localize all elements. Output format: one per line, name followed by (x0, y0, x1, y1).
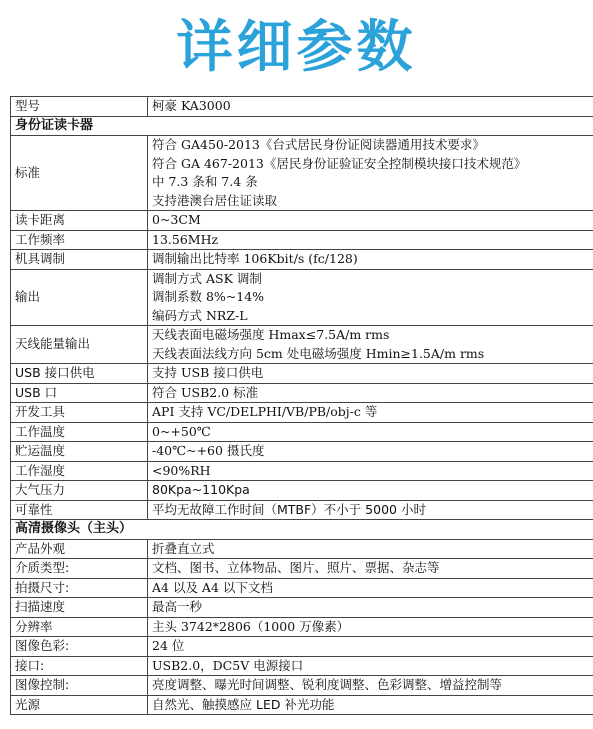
row-value: 0~+50℃ (148, 422, 593, 442)
table-row (11, 481, 593, 501)
table-row (11, 383, 593, 403)
section-heading-card-reader: 身份证读卡器 (11, 116, 593, 136)
row-value: 调制输出比特率 106Kbit/s (fc/128) (148, 250, 593, 270)
table-row (11, 695, 593, 715)
table-row (11, 656, 593, 676)
model-value: 柯豪 KA3000 (148, 97, 593, 117)
row-value: API 支持 VC/DELPHI/VB/PB/obj-c 等 (148, 403, 593, 423)
row-value: 平均无故障工作时间（MTBF）不小于 5000 小时 (148, 500, 593, 520)
value-line: 支持港澳台居住证读取 (152, 192, 278, 208)
table-row (11, 539, 593, 559)
row-value (148, 326, 593, 364)
row-label: 工作频率 (11, 230, 148, 250)
row-label: 图像控制: (11, 676, 148, 696)
table-row (11, 326, 593, 364)
section-heading-row (11, 116, 593, 136)
row-value: 80Kpa~110Kpa (148, 481, 593, 501)
row-label: USB 口 (11, 383, 148, 403)
table-row (11, 442, 593, 462)
row-value: 符合 USB2.0 标准 (148, 383, 593, 403)
row-value: <90%RH (148, 461, 593, 481)
value-line: 调制方式 ASK 调制 (152, 270, 262, 286)
table-row (11, 364, 593, 384)
row-label: 介质类型: (11, 559, 148, 579)
row-label: 读卡距离 (11, 211, 148, 231)
value-line: 调制系数 8%~14% (152, 289, 265, 304)
row-label: 可靠性 (11, 500, 148, 520)
row-label: 分辨率 (11, 617, 148, 637)
row-value: USB2.0，DC5V 电源接口 (148, 656, 593, 676)
value-line: 天线表面法线方向 5cm 处电磁场强度 Hmin≥1.5A/m rms (152, 345, 485, 361)
table-row (11, 211, 593, 231)
row-value (148, 136, 593, 211)
row-label: 机具调制 (11, 250, 148, 270)
row-value: A4 以及 A4 以下文档 (148, 578, 593, 598)
row-label: 工作湿度 (11, 461, 148, 481)
value-line: 符合 GA 467-2013《居民身份证验证安全控制模块接口技术规范》 (152, 155, 527, 171)
row-value: 支持 USB 接口供电 (148, 364, 593, 384)
row-label: 图像色彩: (11, 637, 148, 657)
section-heading-row (11, 520, 593, 540)
row-label: 拍摄尺寸: (11, 578, 148, 598)
table-row (11, 461, 593, 481)
row-value: 13.56MHz (148, 230, 593, 250)
table-row (11, 422, 593, 442)
row-label: 输出 (11, 269, 148, 326)
row-value: 折叠直立式 (148, 539, 593, 559)
table-row (11, 97, 593, 117)
table-row (11, 136, 593, 211)
row-value: 24 位 (148, 637, 593, 657)
row-value: 最高一秒 (148, 598, 593, 618)
table-row (11, 598, 593, 618)
row-value: 0~3CM (148, 211, 593, 231)
row-label: 产品外观 (11, 539, 148, 559)
row-label: 接口: (11, 656, 148, 676)
page-title: 详细参数 (176, 15, 417, 80)
table-row (11, 230, 593, 250)
row-value: -40℃~+60 摄氏度 (148, 442, 593, 462)
row-label: 大气压力 (11, 481, 148, 501)
table-row (11, 676, 593, 696)
value-line: 天线表面电磁场强度 Hmax≤7.5A/m rms (152, 327, 390, 342)
row-value: 自然光、触摸感应 LED 补光功能 (148, 695, 593, 715)
row-value (148, 269, 593, 326)
row-label: 贮运温度 (11, 442, 148, 462)
table-row (11, 500, 593, 520)
value-line: 编码方式 NRZ-L (152, 307, 248, 323)
value-line: 中 7.3 条和 7.4 条 (152, 174, 258, 189)
row-label: 扫描速度 (11, 598, 148, 618)
table-row (11, 617, 593, 637)
table-row (11, 403, 593, 423)
row-label: USB 接口供电 (11, 364, 148, 384)
table-row (11, 578, 593, 598)
row-value: 文档、图书、立体物品、图片、照片、票据、杂志等 (148, 559, 593, 579)
value-line: 符合 GA450-2013《台式居民身份证阅读器通用技术要求》 (152, 137, 485, 152)
row-label: 工作温度 (11, 422, 148, 442)
table-row (11, 250, 593, 270)
table-row (11, 637, 593, 657)
row-label: 开发工具 (11, 403, 148, 423)
row-value: 主头 3742*2806（1000 万像素） (148, 617, 593, 637)
section-heading-camera: 高清摄像头（主头） (11, 520, 593, 540)
row-label: 天线能量输出 (11, 326, 148, 364)
row-value: 亮度调整、曝光时间调整、锐利度调整、色彩调整、增益控制等 (148, 676, 593, 696)
spec-table (10, 96, 593, 715)
model-label: 型号 (11, 97, 148, 117)
table-row (11, 559, 593, 579)
row-label: 光源 (11, 695, 148, 715)
row-label: 标准 (11, 136, 148, 211)
table-row (11, 269, 593, 326)
